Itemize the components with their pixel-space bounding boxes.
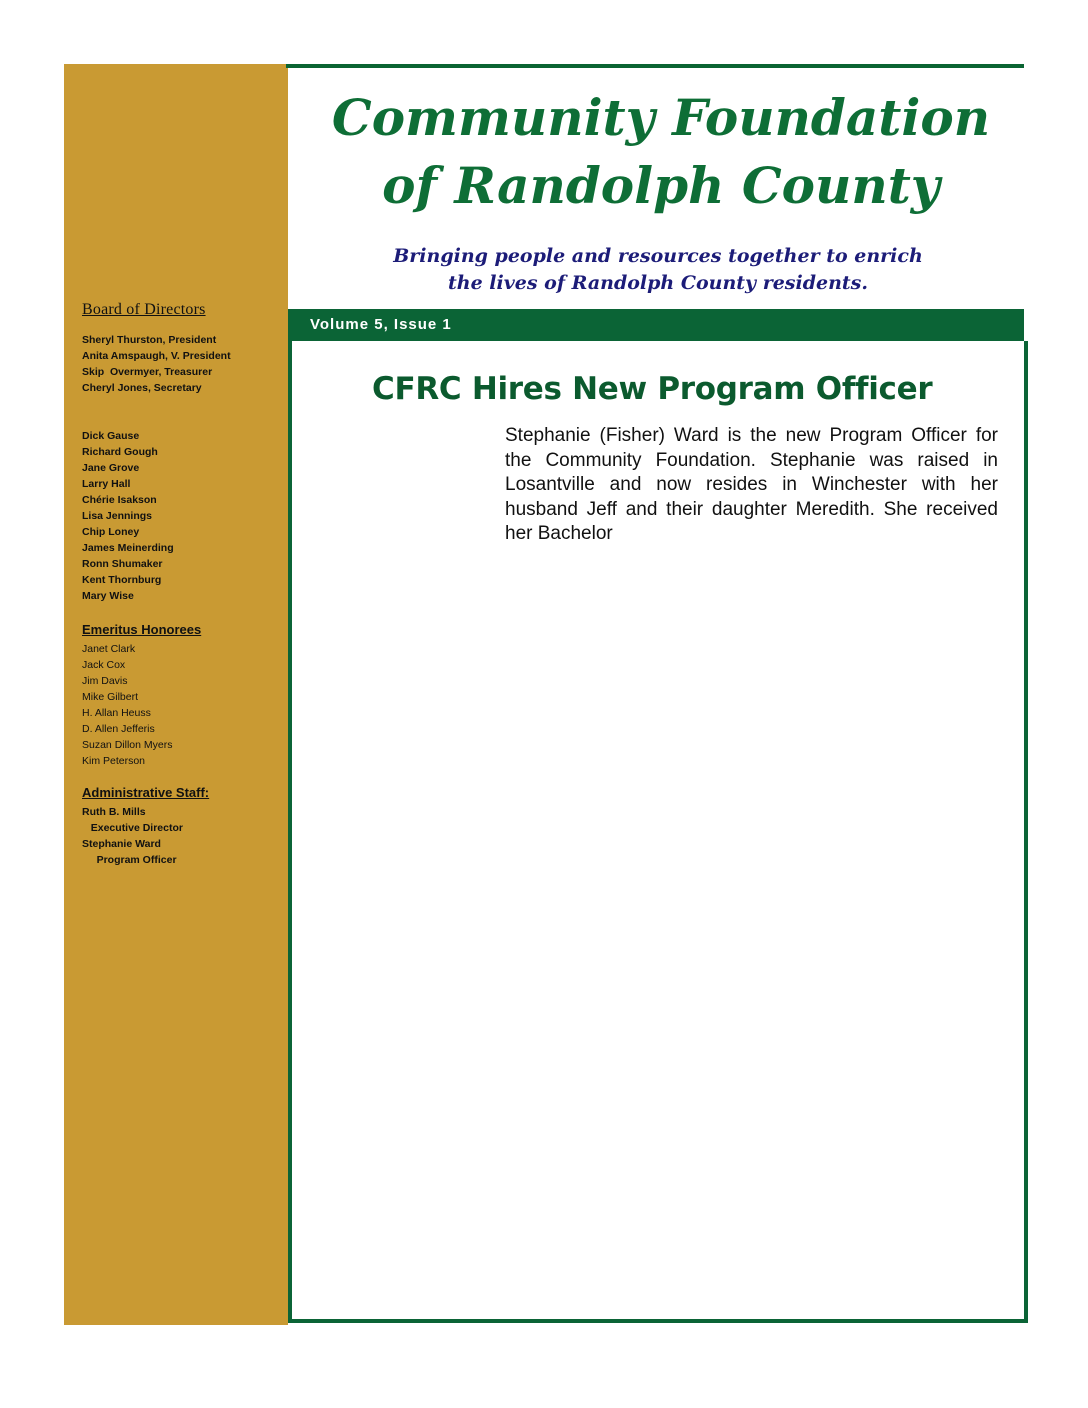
emeritus-item: Kim Peterson bbox=[82, 755, 146, 767]
staff-item: Executive Director bbox=[82, 822, 183, 834]
board-heading: Board of Directors bbox=[82, 301, 206, 318]
director-item: Richard Gough bbox=[82, 446, 158, 458]
sidebar-content bbox=[82, 301, 282, 868]
director-item: Ronn Shumaker bbox=[82, 558, 163, 570]
emeritus-heading: Emeritus Honorees bbox=[82, 622, 202, 637]
director-item: James Meinerding bbox=[82, 542, 174, 554]
masthead-title bbox=[300, 84, 1022, 220]
tagline-line-1: Bringing people and resources together to enrich bbox=[393, 245, 923, 267]
staff-item: Stephanie Ward bbox=[82, 838, 161, 850]
officers-list bbox=[82, 332, 282, 396]
title-line-2: of Randolph County bbox=[382, 156, 940, 215]
emeritus-item: H. Allan Heuss bbox=[82, 707, 151, 719]
officer-item: Sheryl Thurston, President bbox=[82, 334, 217, 346]
top-rule bbox=[286, 64, 1024, 68]
director-item: Dick Gause bbox=[82, 430, 140, 442]
officer-item: Skip Overmyer, Treasurer bbox=[82, 366, 213, 378]
director-item: Jane Grove bbox=[82, 462, 140, 474]
masthead-tagline bbox=[300, 243, 1016, 297]
sidebar bbox=[64, 64, 288, 1325]
emeritus-item: Jim Davis bbox=[82, 675, 128, 687]
director-item: Kent Thornburg bbox=[82, 574, 162, 586]
staff-item: Program Officer bbox=[82, 854, 177, 866]
article-body: Stephanie (Fisher) Ward is the new Program Officer for the Community Foundation. Stephanie was raised in Losantville and now resides in Winchester with her husband Jeff and their daughter Meredith. She received her Bachelor bbox=[505, 425, 998, 545]
emeritus-item: Janet Clark bbox=[82, 643, 136, 655]
officer-item: Anita Amspaugh, V. President bbox=[82, 350, 231, 362]
emeritus-item: Suzan Dillon Myers bbox=[82, 739, 173, 751]
officer-item: Cheryl Jones, Secretary bbox=[82, 382, 202, 394]
director-item: Chip Loney bbox=[82, 526, 140, 538]
director-item: Lisa Jennings bbox=[82, 510, 153, 522]
staff-heading: Administrative Staff: bbox=[82, 785, 210, 800]
staff-list bbox=[82, 804, 282, 868]
emeritus-item: Jack Cox bbox=[82, 659, 126, 671]
staff-item: Ruth B. Mills bbox=[82, 806, 146, 818]
director-item: Mary Wise bbox=[82, 590, 134, 602]
emeritus-list bbox=[82, 641, 282, 769]
article-box bbox=[288, 341, 1028, 1323]
director-item: Chérie Isakson bbox=[82, 494, 157, 506]
emeritus-item: D. Allen Jefferis bbox=[82, 723, 155, 735]
directors-list bbox=[82, 428, 282, 604]
title-line-1: Community Foundation bbox=[331, 88, 991, 147]
issue-label: Volume 5, Issue 1 bbox=[310, 316, 452, 333]
emeritus-item: Mike Gilbert bbox=[82, 691, 139, 703]
article-headline: CFRC Hires New Program Officer bbox=[372, 371, 933, 407]
issue-bar bbox=[288, 309, 1024, 341]
director-item: Larry Hall bbox=[82, 478, 131, 490]
tagline-line-2: the lives of Randolph County residents. bbox=[447, 272, 868, 294]
